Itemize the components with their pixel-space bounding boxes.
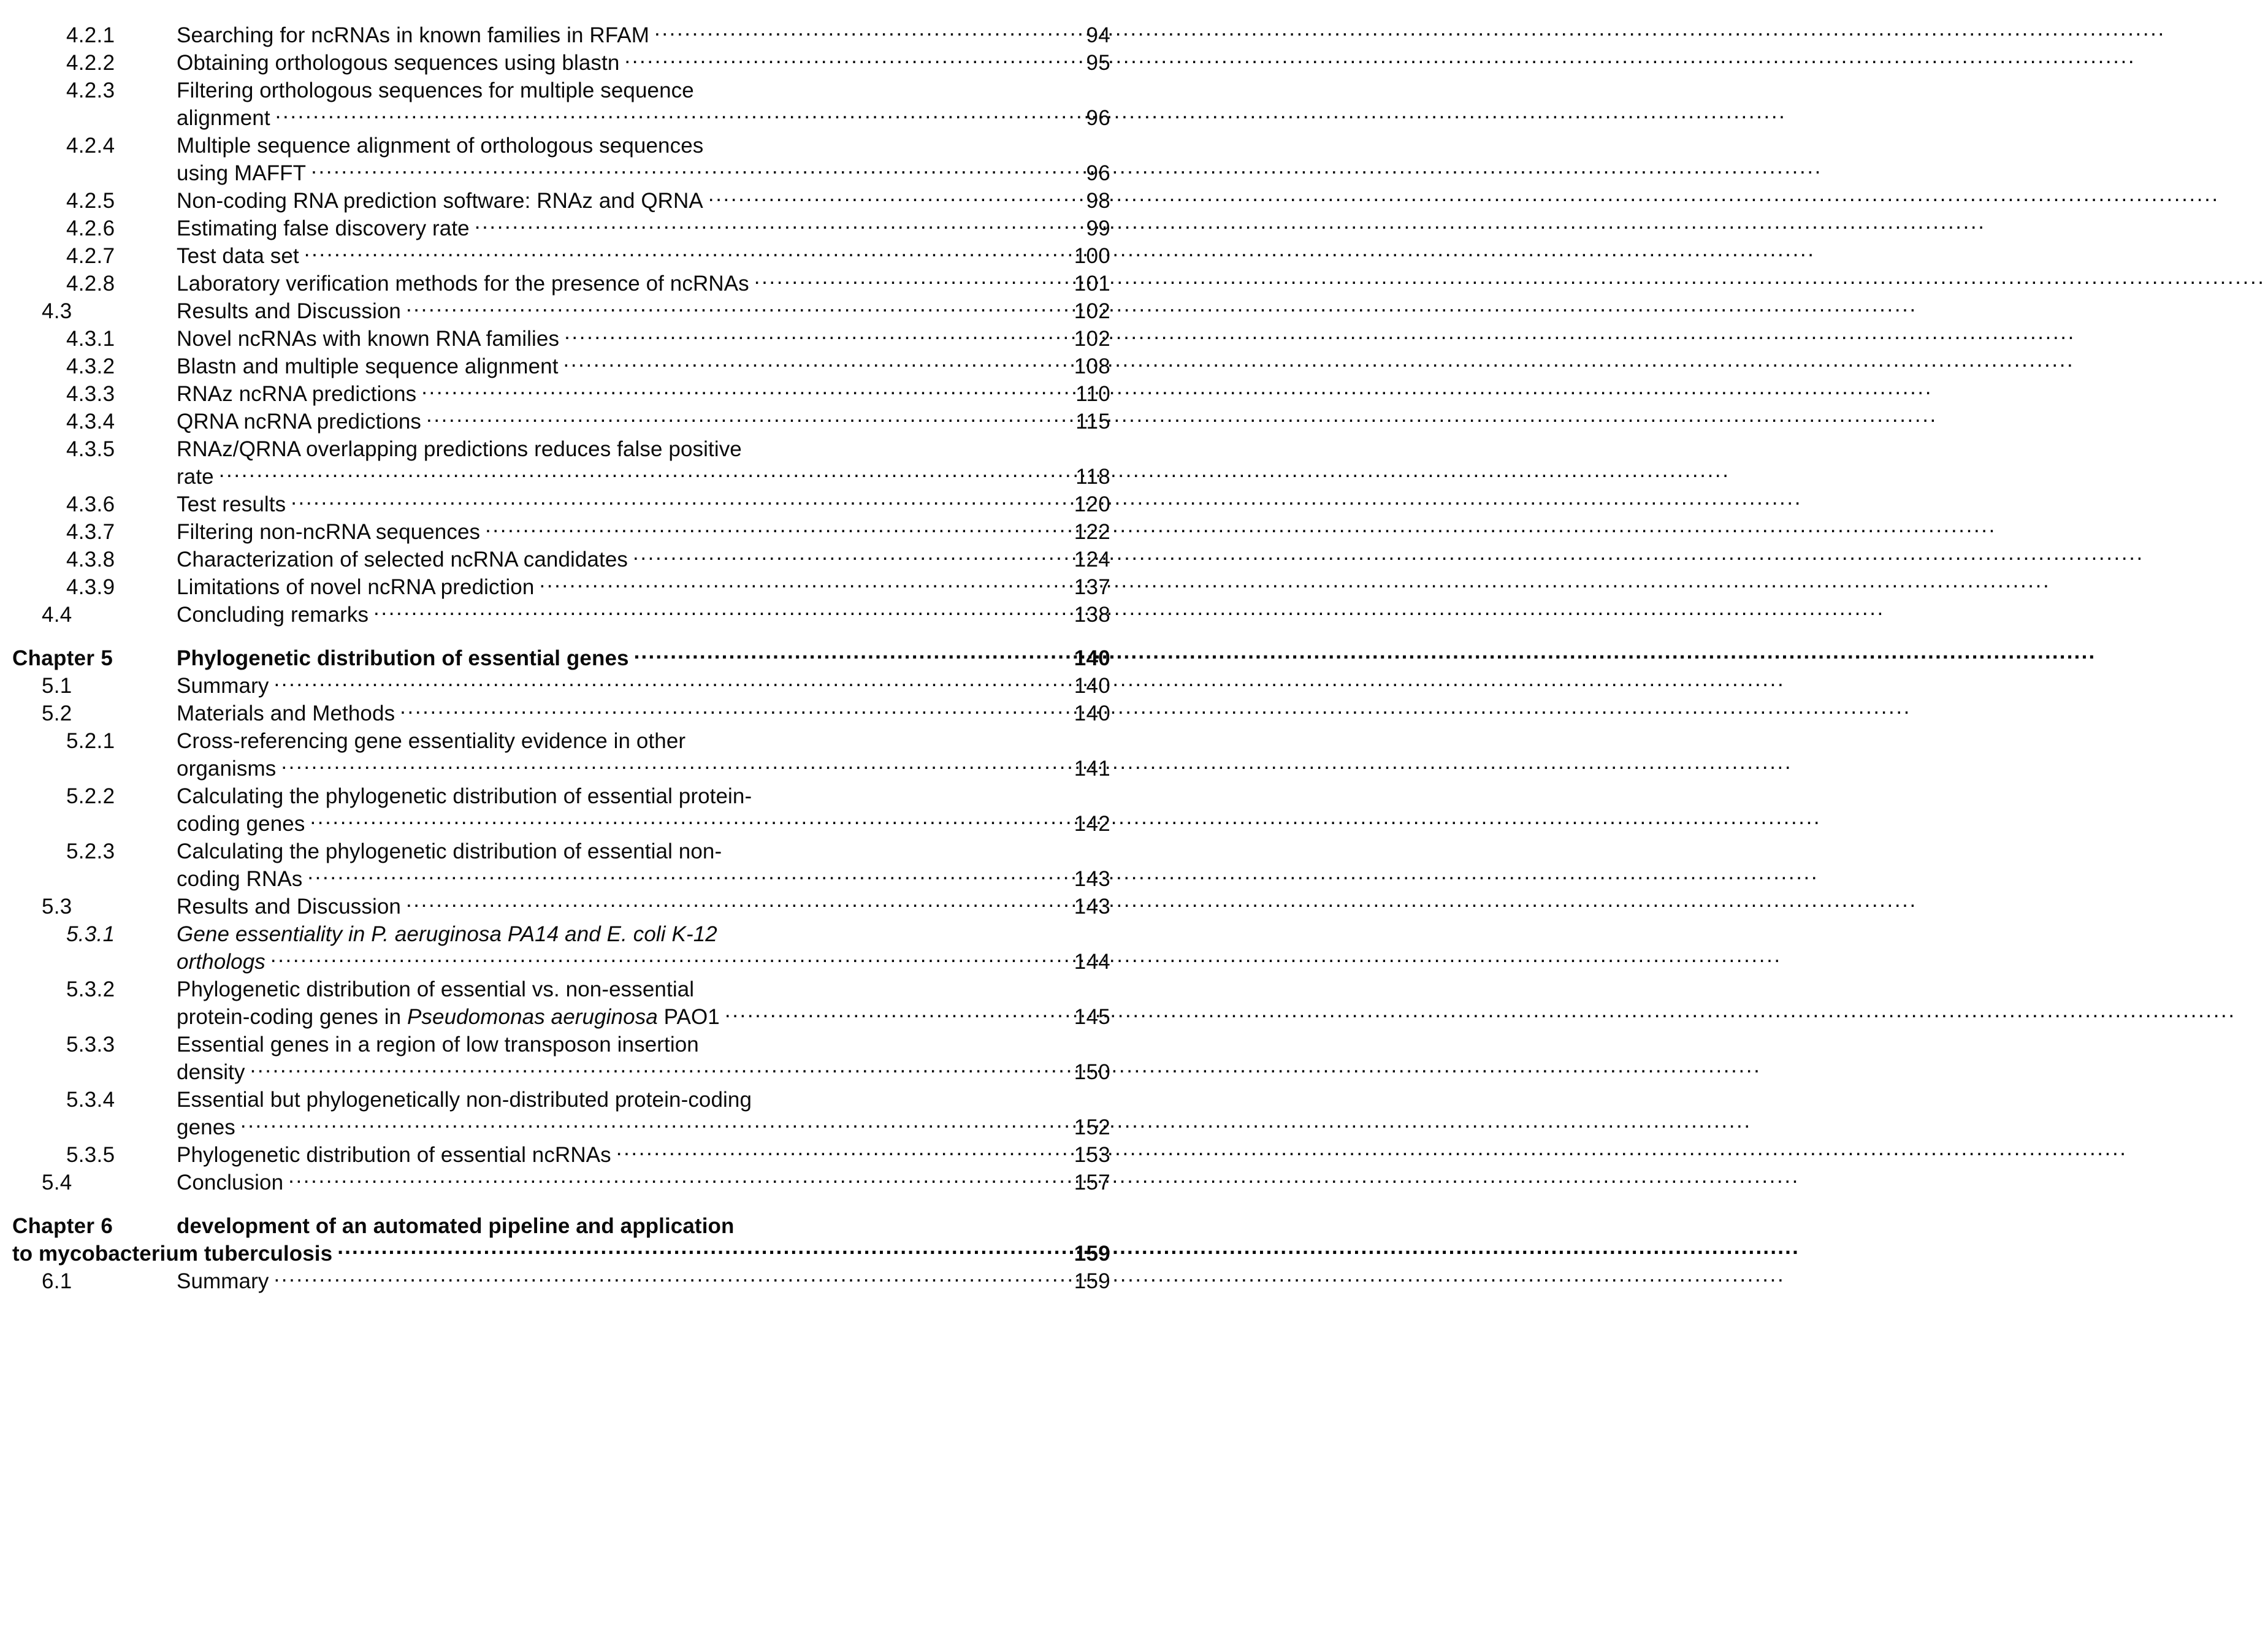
toc-leader-dots — [725, 996, 1050, 1024]
toc-entry-line — [12, 567, 1110, 599]
toc-entry[interactable] — [0, 70, 1140, 130]
toc-entry-title: rate — [177, 465, 214, 489]
toc-entry-line — [12, 208, 1110, 240]
toc-entry-number: 4.2.2 — [66, 51, 115, 75]
toc-page-number: 101 — [1074, 272, 1110, 296]
toc-entry-line — [12, 1261, 1110, 1293]
toc-entry-number: 4.3 — [42, 299, 72, 323]
toc-entry[interactable] — [0, 1162, 1140, 1194]
toc-entry-title: genes — [177, 1115, 235, 1139]
toc-leader-dots — [250, 1052, 1050, 1079]
toc-entry-line — [12, 1162, 1110, 1194]
toc-page-number: 102 — [1074, 299, 1110, 323]
toc-entry-title: Laboratory verification methods for the presence of ncRNAs — [177, 272, 749, 296]
toc-entry-line — [12, 429, 1110, 461]
toc-entry[interactable] — [0, 125, 1140, 185]
toc-entry-number: 4.3.5 — [66, 437, 115, 461]
toc-entry-title: QRNA ncRNA predictions — [177, 410, 422, 434]
toc-entry-title: Essential but phylogenetically non-distributed protein-coding — [177, 1088, 752, 1112]
toc-entry-title: Conclusion — [177, 1171, 284, 1194]
toc-page-number: 141 — [1074, 757, 1110, 781]
toc-leader-dots — [281, 748, 1050, 776]
table-of-contents — [0, 0, 1140, 1293]
toc-entry[interactable] — [0, 1206, 1140, 1266]
toc-page-number: 159 — [1074, 1269, 1110, 1293]
toc-entry-number: 5.3.3 — [66, 1033, 115, 1057]
toc-leader-dots — [291, 484, 1050, 511]
toc-entry-title: Estimating false discovery rate — [177, 216, 470, 240]
toc-leader-dots — [754, 263, 1050, 291]
toc-entry[interactable] — [0, 401, 1140, 434]
toc-entry[interactable] — [0, 665, 1140, 698]
toc-leader-dots — [426, 401, 1050, 429]
toc-entry[interactable] — [0, 373, 1140, 406]
toc-page-number: 159 — [1074, 1242, 1110, 1266]
toc-entry-number: 5.1 — [42, 674, 72, 698]
toc-entry-number: 5.3 — [42, 895, 72, 919]
toc-leader-dots — [288, 1162, 1050, 1190]
toc-entry-title: Test data set — [177, 244, 299, 268]
toc-page-number: 140 — [1074, 646, 1110, 670]
toc-entry[interactable] — [0, 484, 1140, 516]
toc-leader-dots — [304, 235, 1050, 263]
toc-entry-title: Test results — [177, 492, 286, 516]
toc-entry-number: 5.2.1 — [66, 729, 115, 753]
toc-entry-title: Concluding remarks — [177, 603, 369, 627]
toc-entry-title: organisms — [177, 757, 277, 781]
toc-entry-line — [12, 125, 1110, 158]
toc-leader-dots — [563, 346, 1050, 373]
toc-entry-number: 5.2.3 — [66, 839, 115, 863]
toc-entry-number: 4.2.8 — [66, 272, 115, 296]
toc-leader-dots — [270, 941, 1050, 969]
toc-entry-line — [12, 318, 1110, 351]
toc-entry[interactable] — [0, 567, 1140, 599]
toc-entry-number: 4.3.8 — [66, 548, 115, 571]
toc-entry-title: to mycobacterium tuberculosis — [12, 1242, 333, 1266]
toc-entry-line — [12, 235, 1110, 268]
toc-page-number: 94 — [1086, 23, 1110, 47]
toc-entry-title: orthologs — [177, 950, 265, 974]
toc-entry-number: 5.3.4 — [66, 1088, 115, 1112]
toc-entry-title: Novel ncRNAs with known RNA families — [177, 327, 560, 351]
toc-page-number: 122 — [1074, 520, 1110, 544]
toc-entry-title: Limitations of novel ncRNA prediction — [177, 575, 535, 599]
toc-entry-title: Filtering orthologous sequences for multiple sequence — [177, 78, 694, 102]
toc-entry-number: 5.2 — [42, 701, 72, 725]
toc-leader-dots — [624, 42, 1050, 70]
toc-leader-dots — [273, 1261, 1050, 1288]
toc-entry-title: Results and Discussion — [177, 895, 401, 919]
toc-entry-title: Phylogenetic distribution of essential vs. non-essential — [177, 977, 695, 1001]
toc-page-number: 140 — [1074, 701, 1110, 725]
toc-leader-dots — [273, 665, 1050, 693]
toc-entry-line — [12, 776, 1110, 808]
toc-entry-title: density — [177, 1060, 245, 1084]
toc-entry-title: using MAFFT — [177, 161, 307, 185]
toc-leader-dots — [373, 594, 1050, 622]
toc-leader-dots — [310, 803, 1050, 831]
toc-entry[interactable] — [0, 914, 1140, 974]
toc-entry-line — [12, 638, 1110, 670]
toc-page-number: 108 — [1074, 354, 1110, 378]
toc-entry-title: Characterization of selected ncRNA candidates — [177, 548, 628, 571]
toc-leader-dots — [616, 1134, 1050, 1162]
toc-entry[interactable] — [0, 776, 1140, 836]
toc-entry-title: Calculating the phylogenetic distribution of essential protein- — [177, 784, 752, 808]
toc-leader-dots — [406, 291, 1050, 318]
toc-entry-number: Chapter 6 — [12, 1214, 113, 1238]
toc-entry-title: RNAz ncRNA predictions — [177, 382, 417, 406]
toc-entry[interactable] — [0, 594, 1140, 627]
toc-entry-line — [12, 42, 1110, 75]
toc-entry-title: development of an automated pipeline and application — [177, 1214, 735, 1238]
toc-entry[interactable] — [0, 1079, 1140, 1139]
toc-entry-title: Searching for ncRNAs in known families in RFAM — [177, 23, 649, 47]
toc-entry-number: 4.3.2 — [66, 354, 115, 378]
toc-page-number: 118 — [1075, 465, 1110, 489]
toc-page-number: 152 — [1074, 1115, 1110, 1139]
toc-entry-number: 4.3.7 — [66, 520, 115, 544]
toc-entry-number: 5.3.2 — [66, 977, 115, 1001]
toc-entry-line — [12, 511, 1110, 544]
toc-page-number: 138 — [1074, 603, 1110, 627]
toc-page-number: 100 — [1074, 244, 1110, 268]
toc-entry[interactable] — [0, 720, 1140, 781]
toc-entry-number: 6.1 — [42, 1269, 72, 1293]
toc-entry-title: Phylogenetic distribution of essential ncRNAs — [177, 1143, 611, 1167]
toc-entry-title: Essential genes in a region of low transposon insertion — [177, 1033, 699, 1057]
toc-page-number: 143 — [1074, 895, 1110, 919]
toc-entry-line — [12, 1079, 1110, 1112]
toc-entry[interactable] — [0, 42, 1140, 75]
toc-leader-dots — [708, 180, 1050, 208]
toc-entry-number: Chapter 5 — [12, 646, 113, 670]
toc-entry-title: coding RNAs — [177, 867, 303, 891]
toc-entry-number: 5.3.5 — [66, 1143, 115, 1167]
toc-page-number: 143 — [1074, 867, 1110, 891]
toc-leader-dots — [311, 153, 1050, 180]
toc-leader-dots — [654, 15, 1050, 42]
toc-entry-line — [12, 70, 1110, 102]
toc-page-number: 95 — [1086, 51, 1110, 75]
toc-entry-line — [12, 15, 1110, 47]
toc-entry[interactable] — [0, 886, 1140, 919]
toc-page-number: 115 — [1075, 410, 1110, 434]
toc-page-number: 142 — [1074, 812, 1110, 836]
toc-page-number: 98 — [1086, 189, 1110, 213]
toc-entry[interactable] — [0, 1024, 1140, 1084]
toc-entry[interactable] — [0, 180, 1140, 213]
toc-entry-line — [12, 693, 1110, 725]
toc-entry-line — [12, 373, 1110, 406]
toc-leader-dots — [633, 539, 1050, 567]
toc-page-number: 120 — [1074, 492, 1110, 516]
toc-entry-title: protein-coding genes in Pseudomonas aeruginosa PAO1 — [177, 1005, 720, 1029]
toc-entry-title: Calculating the phylogenetic distribution of essential non- — [177, 839, 722, 863]
toc-entry-line — [12, 401, 1110, 434]
toc-entry-title: Phylogenetic distribution of essential genes — [177, 646, 629, 670]
toc-entry-line — [12, 594, 1110, 627]
toc-entry-title: coding genes — [177, 812, 305, 836]
toc-entry-title: Results and Discussion — [177, 299, 401, 323]
toc-entry-title: Materials and Methods — [177, 701, 395, 725]
toc-entry-title: Summary — [177, 674, 269, 698]
toc-entry-line — [12, 1024, 1110, 1057]
toc-entry-title: alignment — [177, 106, 270, 130]
toc-entry-line — [12, 291, 1110, 323]
toc-entry-title: Summary — [177, 1269, 269, 1293]
toc-entry-line — [12, 1134, 1110, 1167]
toc-leader-dots — [275, 97, 1050, 125]
toc-entry-line — [12, 665, 1110, 698]
toc-entry-title: Gene essentiality in P. aeruginosa PA14 and E. coli K-12 — [177, 922, 717, 946]
toc-entry-number: 4.3.6 — [66, 492, 115, 516]
toc-leader-dots — [539, 567, 1050, 594]
toc-entry-line — [12, 886, 1110, 919]
toc-entry-title: Non-coding RNA prediction software: RNAz and QRNA — [177, 189, 703, 213]
toc-leader-dots — [240, 1107, 1050, 1134]
toc-leader-dots — [634, 638, 1050, 665]
toc-entry[interactable] — [0, 969, 1140, 1029]
toc-page-number: 96 — [1086, 106, 1110, 130]
toc-page-number: 140 — [1074, 674, 1110, 698]
toc-entry-number: 4.3.1 — [66, 327, 115, 351]
toc-entry-number: 5.2.2 — [66, 784, 115, 808]
toc-entry-number: 4.3.9 — [66, 575, 115, 599]
toc-page-number: 137 — [1074, 575, 1110, 599]
toc-entry-line — [12, 180, 1110, 213]
toc-entry-number: 5.3.1 — [66, 922, 115, 946]
toc-leader-dots — [406, 886, 1050, 914]
toc-entry-title: Blastn and multiple sequence alignment — [177, 354, 559, 378]
toc-entry[interactable] — [0, 831, 1140, 891]
toc-entry-number: 4.2.7 — [66, 244, 115, 268]
toc-page-number: 153 — [1074, 1143, 1110, 1167]
toc-page-number: 144 — [1074, 950, 1110, 974]
toc-leader-dots — [219, 456, 1050, 484]
toc-entry-line — [12, 539, 1110, 571]
toc-page-number: 110 — [1075, 382, 1110, 406]
toc-entry[interactable] — [0, 1134, 1140, 1167]
toc-entry-title: Multiple sequence alignment of orthologous sequences — [177, 134, 704, 158]
toc-entry-line — [12, 914, 1110, 946]
toc-entry-number: 4.2.3 — [66, 78, 115, 102]
toc-entry[interactable] — [0, 235, 1140, 268]
toc-entry-line — [12, 1206, 1110, 1238]
toc-entry-line — [12, 346, 1110, 378]
toc-leader-dots — [400, 693, 1050, 720]
toc-page-number: 96 — [1086, 161, 1110, 185]
toc-entry-line — [12, 831, 1110, 863]
toc-entry[interactable] — [0, 511, 1140, 544]
toc-entry-number: 4.2.4 — [66, 134, 115, 158]
toc-entry[interactable] — [0, 429, 1140, 489]
toc-entry-number: 4.4 — [42, 603, 72, 627]
toc-entry[interactable] — [0, 318, 1140, 351]
toc-entry-title: Obtaining orthologous sequences using blastn — [177, 51, 620, 75]
toc-leader-dots — [307, 858, 1050, 886]
toc-entry[interactable] — [0, 346, 1140, 378]
toc-page-number: 150 — [1074, 1060, 1110, 1084]
toc-entry-line — [12, 263, 1110, 296]
toc-page-number: 145 — [1074, 1005, 1110, 1029]
toc-page-number: 102 — [1074, 327, 1110, 351]
toc-entry[interactable] — [0, 539, 1140, 571]
toc-entry-number: 5.4 — [42, 1171, 72, 1194]
toc-entry-number: 4.3.4 — [66, 410, 115, 434]
toc-page-number: 124 — [1074, 548, 1110, 571]
toc-entry[interactable] — [0, 15, 1140, 47]
toc-leader-dots — [485, 511, 1050, 539]
toc-page-number: 99 — [1086, 216, 1110, 240]
toc-entry-title: Filtering non-ncRNA sequences — [177, 520, 481, 544]
toc-entry-line — [12, 720, 1110, 753]
toc-entry-title: Cross-referencing gene essentiality evidence in other — [177, 729, 686, 753]
toc-leader-dots — [337, 1233, 1050, 1261]
toc-entry-number: 4.2.5 — [66, 189, 115, 213]
toc-entry-line — [12, 969, 1110, 1001]
toc-leader-dots — [564, 318, 1050, 346]
toc-entry[interactable] — [0, 263, 1140, 296]
toc-entry[interactable] — [0, 1261, 1140, 1293]
toc-entry-number: 4.3.3 — [66, 382, 115, 406]
toc-leader-dots — [421, 373, 1050, 401]
toc-entry[interactable] — [0, 291, 1140, 323]
toc-entry-number: 4.2.1 — [66, 23, 115, 47]
toc-entry[interactable] — [0, 638, 1140, 670]
toc-leader-dots — [475, 208, 1050, 235]
toc-entry[interactable] — [0, 693, 1140, 725]
toc-entry-number: 4.2.6 — [66, 216, 115, 240]
toc-entry-line — [12, 484, 1110, 516]
toc-entry-title: RNAz/QRNA overlapping predictions reduces false positive — [177, 437, 742, 461]
toc-entry[interactable] — [0, 208, 1140, 240]
toc-page-number: 157 — [1074, 1171, 1110, 1194]
